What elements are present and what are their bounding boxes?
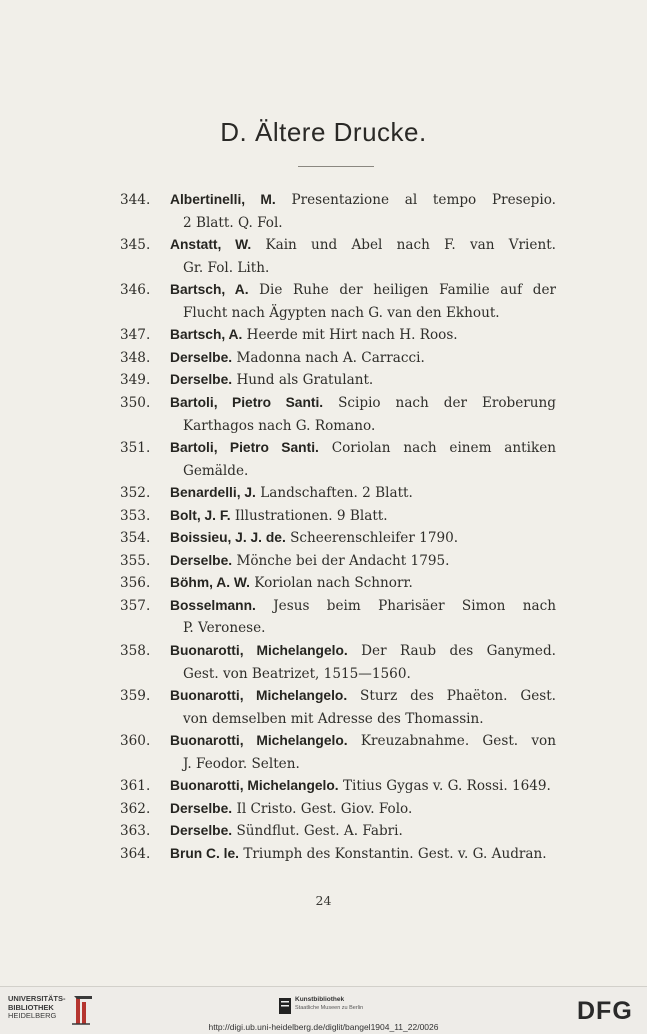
entry-artist: Derselbe. [170, 350, 233, 365]
entry-description: Titius Gygas v. G. Rossi. 1649. [338, 778, 551, 794]
kunstbibliothek-subtitle: Staatliche Museen zu Berlin [295, 1005, 364, 1011]
entry-artist: Bolt, J. F. [170, 508, 231, 523]
entry-text [170, 800, 556, 818]
ub-heidelberg-logo[interactable] [8, 995, 94, 1021]
entry-text [170, 822, 556, 840]
entry-number: 353. [120, 508, 151, 524]
entry-description: Mönche bei der Andacht 1795. [232, 553, 450, 569]
entry-text [170, 394, 556, 412]
entry-number: 356. [120, 575, 151, 591]
entry-description: Illustrationen. 9 Blatt. [230, 508, 388, 524]
entry-description: Die Ruhe der heiligen Familie auf der [248, 282, 556, 298]
permalink-url[interactable]: http://digi.ub.uni-heidelberg.de/diglit/bangel1904_11_22/0026 [208, 1022, 439, 1032]
entry-artist: Brun C. le. [170, 846, 239, 861]
entry-description: Der Raub des Ganymed. [347, 643, 556, 659]
entry-artist: Bartsch, A. [170, 327, 243, 342]
entry-description: Madonna nach A. Carracci. [232, 350, 425, 366]
entry-text [170, 349, 556, 367]
entry-number: 359. [120, 688, 151, 704]
entry-number: 364. [120, 846, 151, 862]
kunstbibliothek-icon [279, 998, 291, 1014]
ub-line-1: UNIVERSITÄTS- [8, 994, 66, 1003]
entry-artist: Buonarotti, Michelangelo. [170, 733, 348, 748]
ub-line-2: BIBLIOTHEK [8, 1002, 54, 1012]
entry-number: 357. [120, 598, 151, 614]
entry-number: 363. [120, 823, 151, 839]
entry-continuation-text: Karthagos nach G. Romano. [183, 418, 376, 434]
viewer-footer [0, 986, 647, 1034]
entry-artist: Derselbe. [170, 372, 233, 387]
entry-continuation-text: von demselben mit Adresse des Thomassin. [183, 711, 484, 727]
entry-text [170, 642, 556, 660]
entry-number: 358. [120, 643, 151, 659]
entry-continuation-text: J. Feodor. Selten. [183, 756, 300, 772]
entry-description: Il Cristo. Gest. Giov. Folo. [232, 801, 413, 817]
entry-artist: Buonarotti, Michelangelo. [170, 778, 339, 793]
entry-text [170, 371, 556, 389]
entry-text [170, 439, 556, 457]
page-number: 24 [315, 893, 332, 908]
entry-description: Scheerenschleifer 1790. [285, 530, 459, 546]
entry-number: 360. [120, 733, 151, 749]
entry-artist: Boissieu, J. J. de. [170, 530, 286, 545]
entry-text [170, 281, 556, 299]
entry-continuation-text: Flucht nach Ägypten nach G. van den Ekhout. [183, 305, 500, 321]
entry-number: 361. [120, 778, 151, 794]
entry-artist: Derselbe. [170, 823, 233, 838]
entry-continuation-text: Gr. Fol. Lith. [183, 260, 270, 276]
entry-artist: Bartoli, Pietro Santi. [170, 395, 324, 410]
entry-artist: Derselbe. [170, 553, 233, 568]
entry-text [170, 484, 556, 502]
entry-number: 347. [120, 327, 151, 343]
entry-description: Jesus beim Pharisäer Simon nach [255, 598, 556, 614]
entry-text [170, 845, 556, 863]
entry-description: Presentazione al tempo Presepio. [275, 192, 556, 208]
entry-text [170, 326, 556, 344]
entry-number: 349. [120, 372, 151, 388]
entry-description: Triumph des Konstantin. Gest. v. G. Audran. [239, 846, 547, 862]
entry-description: Sturz des Phaëton. Gest. [347, 688, 556, 704]
entry-description: Sündflut. Gest. A. Fabri. [232, 823, 403, 839]
heading-rule [298, 166, 374, 167]
entry-artist: Bosselmann. [170, 598, 256, 613]
entry-text [170, 597, 556, 615]
entry-continuation-text: Gemälde. [183, 463, 249, 479]
dfg-logo[interactable]: DFG [577, 997, 633, 1025]
entry-description: Kain und Abel nach F. van Vrient. [251, 237, 556, 253]
entry-artist: Bartoli, Pietro Santi. [170, 440, 319, 455]
entry-description: Scipio nach der Eroberung [323, 395, 557, 411]
entry-artist: Albertinelli, M. [170, 192, 276, 207]
entry-artist: Anstatt, W. [170, 237, 252, 252]
entry-number: 350. [120, 395, 151, 411]
entry-number: 345. [120, 237, 151, 253]
entry-number: 344. [120, 192, 151, 208]
entry-artist: Benardelli, J. [170, 485, 256, 500]
ub-line-3: HEIDELBERG [8, 1011, 57, 1020]
entry-number: 346. [120, 282, 151, 298]
entry-text [170, 732, 556, 750]
entry-text [170, 552, 556, 570]
entry-text [170, 529, 556, 547]
entry-text [170, 687, 556, 705]
entry-description: Hund als Gratulant. [232, 372, 374, 388]
entry-text [170, 236, 556, 254]
entry-number: 354. [120, 530, 151, 546]
entry-description: Landschaften. 2 Blatt. [255, 485, 413, 501]
entry-text [170, 507, 556, 525]
entry-continuation-text: P. Veronese. [183, 620, 266, 636]
entry-description: Koriolan nach Schnorr. [249, 575, 413, 591]
entry-artist: Derselbe. [170, 801, 233, 816]
kunstbibliothek-title: Kunstbibliothek [295, 996, 345, 1003]
entry-text [170, 574, 556, 592]
entry-number: 352. [120, 485, 151, 501]
entry-description: Heerde mit Hirt nach H. Roos. [242, 327, 458, 343]
entry-artist: Böhm, A. W. [170, 575, 250, 590]
entry-number: 362. [120, 801, 151, 817]
entry-artist: Buonarotti, Michelangelo. [170, 688, 348, 703]
entry-description: Kreuzabnahme. Gest. von [347, 733, 556, 749]
entry-text [170, 191, 556, 209]
entry-continuation-text: Gest. von Beatrizet, 1515—1560. [183, 666, 411, 682]
entry-number: 355. [120, 553, 151, 569]
entry-text [170, 777, 556, 795]
entry-number: 351. [120, 440, 151, 456]
entry-description: Coriolan nach einem antiken [318, 440, 557, 456]
entry-artist: Buonarotti, Michelangelo. [170, 643, 348, 658]
section-heading: D. Ältere Drucke. [220, 117, 427, 147]
entry-continuation-text: 2 Blatt. Q. Fol. [183, 215, 283, 231]
entry-number: 348. [120, 350, 151, 366]
entry-artist: Bartsch, A. [170, 282, 249, 297]
